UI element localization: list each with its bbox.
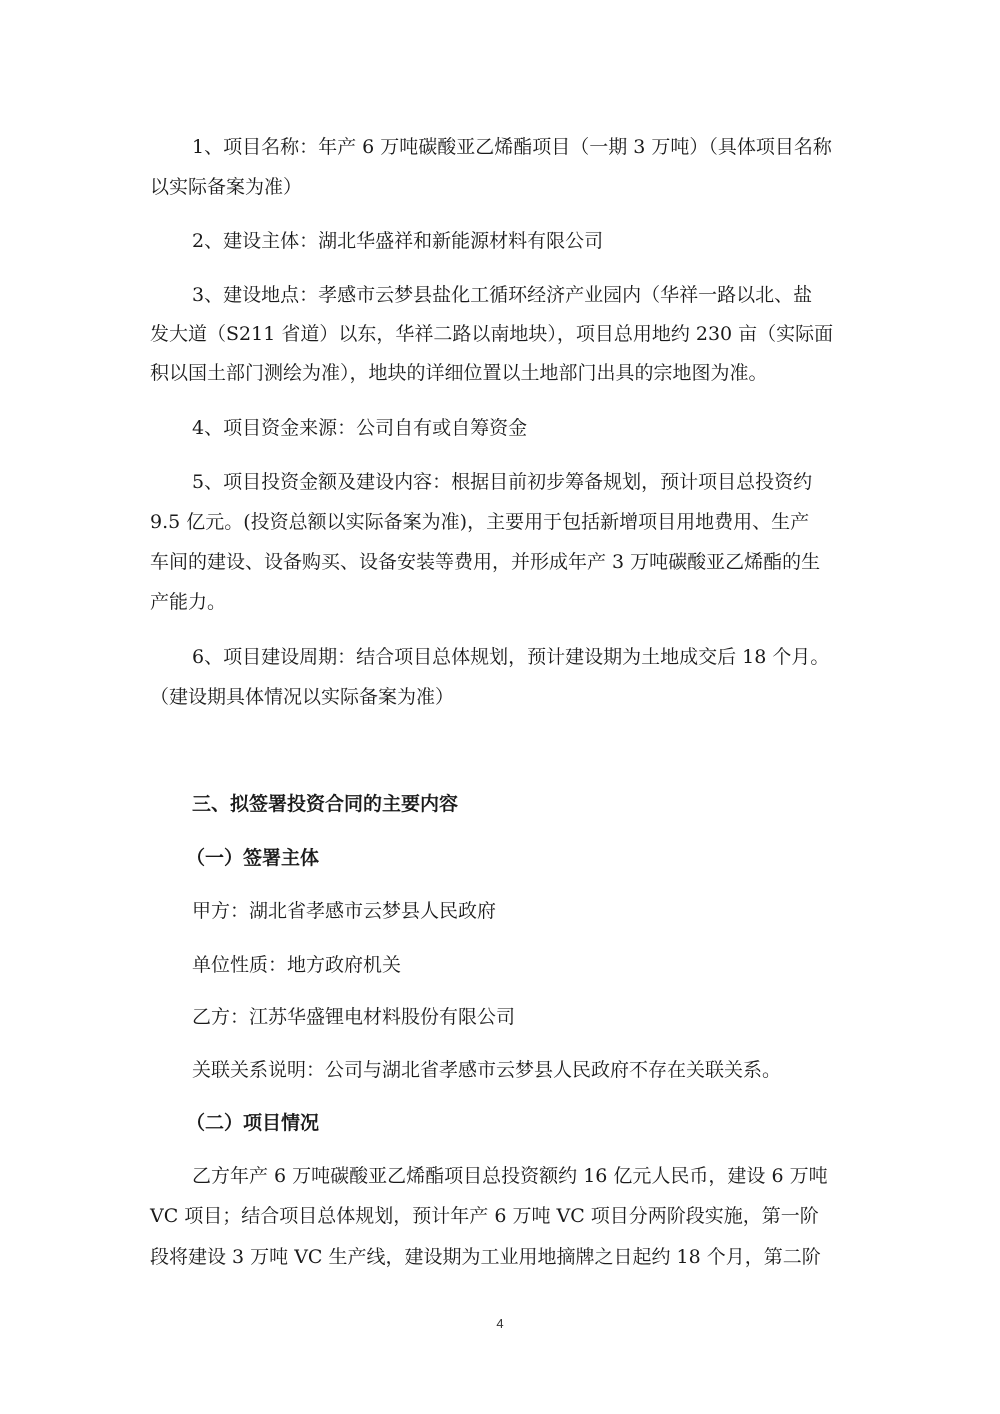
- party-a: 甲方：湖北省孝感市云梦县人民政府: [192, 900, 497, 922]
- item4-line1: 4、项目资金来源：公司自有或自筹资金: [192, 417, 528, 439]
- item5-line4: 产能力。: [150, 591, 227, 613]
- project-situation-line2: VC 项目；结合项目总体规划，预计年产 6 万吨 VC 项目分两阶段实施，第一阶: [150, 1205, 819, 1227]
- item3-line2: 发大道（S211 省道）以东，华祥二路以南地块），项目总用地约 230 亩（实际面: [150, 323, 834, 345]
- item5-line3: 车间的建设、设备购买、设备安装等费用，并形成年产 3 万吨碳酸亚乙烯酯的生: [150, 551, 821, 573]
- party-a-nature: 单位性质：地方政府机关: [192, 954, 402, 976]
- section3-heading: 三、拟签署投资合同的主要内容: [192, 793, 459, 815]
- item1-line2: 以实际备案为准）: [150, 176, 303, 198]
- page-number: 4: [496, 1316, 504, 1331]
- item1-line1: 1、项目名称：年产 6 万吨碳酸亚乙烯酯项目（一期 3 万吨）（具体项目名称: [192, 136, 832, 158]
- signing-parties-heading: （一）签署主体: [186, 847, 320, 869]
- project-situation-line3: 段将建设 3 万吨 VC 生产线，建设期为工业用地摘牌之日起约 18 个月，第二阶: [150, 1246, 821, 1268]
- item6-line1: 6、项目建设周期：结合项目总体规划，预计建设期为土地成交后 18 个月。: [192, 646, 830, 668]
- item3-line1: 3、建设地点：孝感市云梦县盐化工循环经济产业园内（华祥一路以北、盐: [192, 284, 813, 306]
- item5-line1: 5、项目投资金额及建设内容：根据目前初步筹备规划，预计项目总投资约: [192, 471, 813, 493]
- related-party-statement: 关联关系说明：公司与湖北省孝感市云梦县人民政府不存在关联关系。: [192, 1059, 782, 1081]
- item5-line2: 9.5 亿元。(投资总额以实际备案为准)，主要用于包括新增项目用地费用、生产: [150, 511, 810, 533]
- item2-line1: 2、建设主体：湖北华盛祥和新能源材料有限公司: [192, 230, 604, 252]
- project-situation-line1: 乙方年产 6 万吨碳酸亚乙烯酯项目总投资额约 16 亿元人民币，建设 6 万吨: [192, 1165, 828, 1187]
- item3-line3: 积以国土部门测绘为准），地块的详细位置以土地部门出具的宗地图为准。: [150, 362, 768, 384]
- party-b: 乙方：江苏华盛锂电材料股份有限公司: [192, 1006, 516, 1028]
- project-situation-heading: （二）项目情况: [186, 1112, 320, 1134]
- item6-line2: （建设期具体情况以实际备案为准）: [150, 686, 455, 708]
